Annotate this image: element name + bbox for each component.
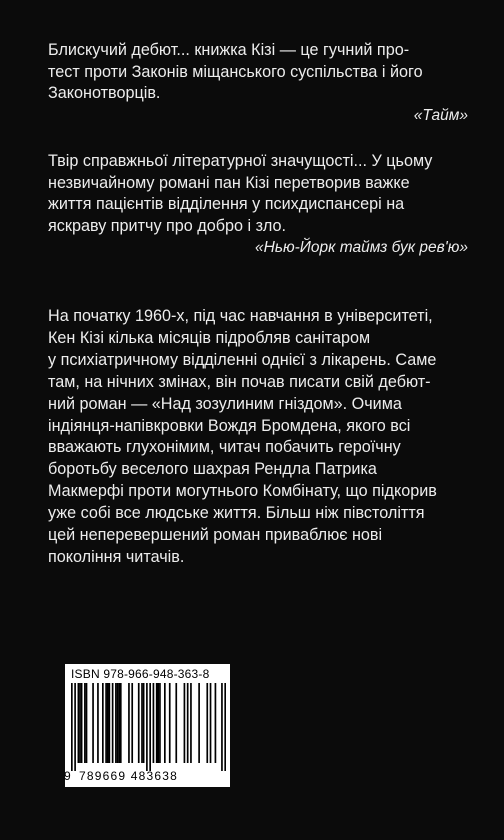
- ean-first-digit: 9: [64, 769, 71, 783]
- barcode-bar: [84, 683, 86, 763]
- description-line: у психіатричному відділенні однієї з лікарень. Саме: [48, 350, 437, 369]
- barcode-bar: [175, 683, 177, 763]
- barcode-bars: [71, 683, 226, 771]
- review-quote-nyt-book-review: [48, 151, 468, 259]
- barcode-bar: [117, 683, 119, 763]
- barcode-bar: [138, 683, 140, 763]
- description-line: там, на нічних змінах, він почав писати свій дебют-: [48, 372, 431, 391]
- barcode-bar: [102, 683, 104, 763]
- description-line: уже собі все людське життя. Більш ніж півстоліття: [48, 504, 425, 523]
- barcode-bar: [78, 683, 80, 763]
- barcode-bar: [190, 683, 192, 763]
- quote-line: Законотворців.: [48, 84, 161, 102]
- barcode-bar: [184, 683, 186, 763]
- barcode-bar: [210, 683, 212, 763]
- barcode-bar: [157, 683, 159, 763]
- barcode-bar: [81, 683, 83, 763]
- description-line: боротьбу веселого шахрая Рендла Патрика: [48, 460, 377, 479]
- barcode-bar: [115, 683, 117, 763]
- quote-line: Твір справжньої літературної значущості... У цьому: [48, 152, 433, 170]
- barcode-bar: [215, 683, 217, 763]
- description-line: вважають глухонімим, читач побачить героїчну: [48, 438, 401, 457]
- barcode-bar: [149, 683, 151, 771]
- barcode-bar: [92, 683, 94, 763]
- quote-line: незвичайному романі пан Кізі перетворив важке: [48, 173, 410, 192]
- barcode-bar: [187, 683, 189, 763]
- isbn-label: ISBN 978-966-948-363-8: [71, 667, 210, 681]
- quote-line: життя пацієнтів відділення у психдиспансері на: [48, 195, 405, 213]
- barcode-bar: [105, 683, 107, 763]
- barcode-bar: [169, 683, 171, 763]
- barcode-bar: [74, 683, 76, 771]
- review-quote-time: [48, 40, 468, 127]
- description-line: На початку 1960-х, під час навчання в університеті,: [48, 307, 433, 325]
- barcode-bar: [224, 683, 226, 771]
- book-description: [48, 306, 468, 569]
- barcode-bar: [146, 683, 148, 771]
- barcode-bar: [71, 683, 73, 771]
- description-line: цей неперевершений роман приваблює нові: [48, 526, 383, 545]
- barcode-bar: [159, 683, 161, 763]
- isbn-barcode: [65, 664, 230, 787]
- description-line: Кен Кізі кілька місяців підробляв санітаром: [48, 328, 371, 347]
- barcode-bar: [112, 683, 114, 763]
- description-line: індіянця-напівкровки Вождя Бромдена, якого всі: [48, 416, 411, 435]
- quote-line: тест проти Законів міщанського суспільства і його: [48, 62, 423, 81]
- barcode-bar: [156, 683, 158, 763]
- barcode-bar: [131, 683, 133, 763]
- quote-line: Блискучий дебют... книжка Кізі — це гучний про-: [48, 41, 410, 59]
- quote-source: «Тайм»: [413, 106, 468, 124]
- barcode-bar: [79, 683, 81, 763]
- barcode-bar: [107, 683, 109, 763]
- barcode-bar: [118, 683, 120, 763]
- barcode-bar: [141, 683, 143, 763]
- barcode-bar: [206, 683, 208, 763]
- barcode-bar: [143, 683, 145, 763]
- quote-line: яскраву притчу про добро і зло.: [48, 216, 286, 235]
- quote-source: «Нью-Йорк таймз бук рев'ю»: [255, 239, 468, 256]
- description-line: ний роман — «Над зозулиним гніздом». Очима: [48, 394, 402, 413]
- barcode-bar: [109, 683, 111, 763]
- barcode-bar: [120, 683, 122, 763]
- description-line: Макмерфі проти могутнього Комбінату, що підкорив: [48, 482, 437, 501]
- description-line: покоління читачів.: [48, 547, 185, 566]
- barcode-bar: [153, 683, 155, 763]
- barcode-bar: [97, 683, 99, 763]
- barcode-bar: [198, 683, 200, 763]
- barcode-bar: [86, 683, 88, 763]
- ean-digits: 789669 483638: [79, 769, 179, 783]
- barcode-bar: [128, 683, 130, 763]
- barcode-bar: [164, 683, 166, 763]
- barcode-bar: [221, 683, 223, 771]
